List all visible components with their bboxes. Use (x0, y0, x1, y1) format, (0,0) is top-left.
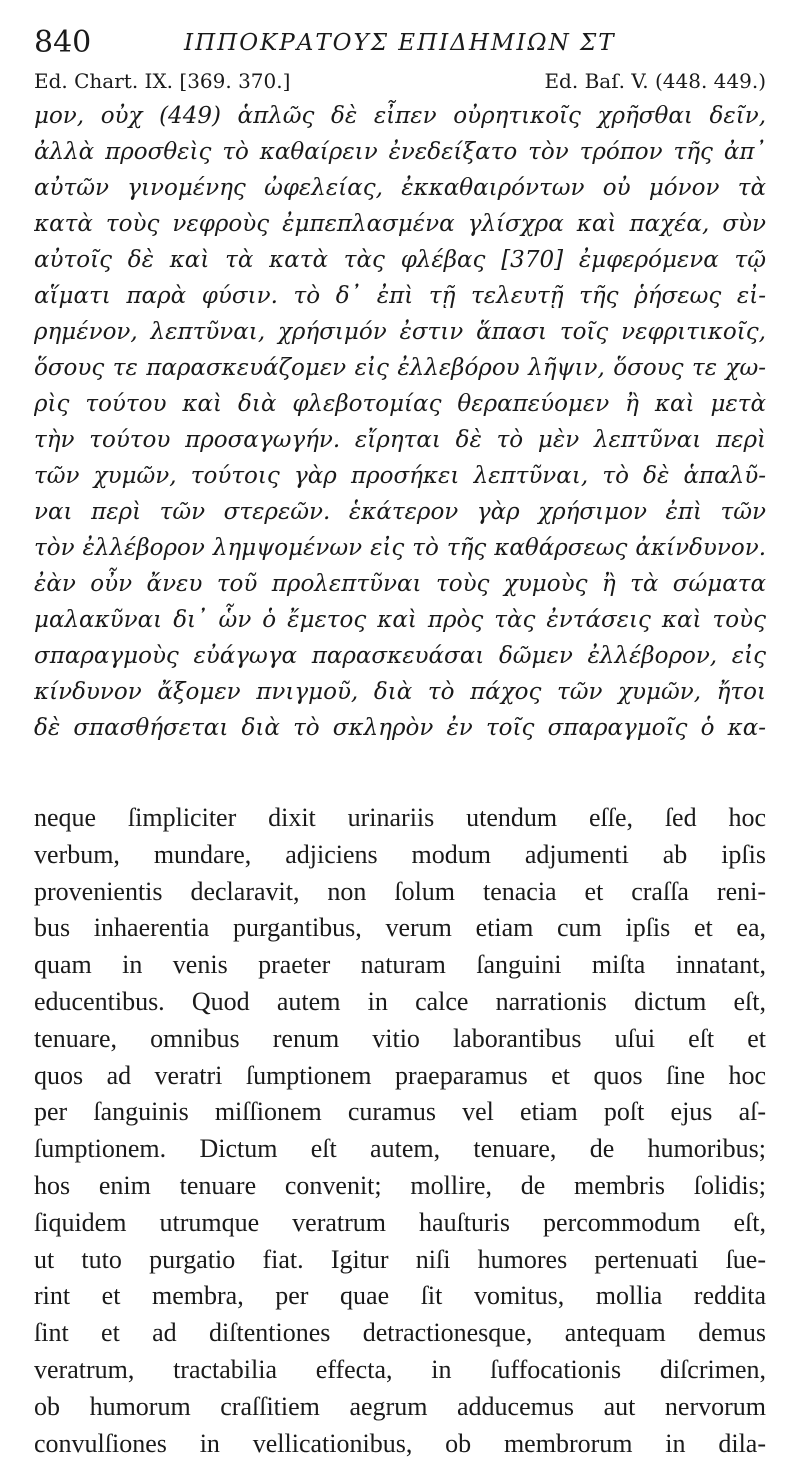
greek-text-line: ναι περὶ τῶν στερεῶν. ἑκάτερον γὰρ χρήσιμον ἐπὶ τῶν (34, 499, 766, 525)
latin-text-line: provenientis declaravit, non ſolum tenacia et craſſa reni- (34, 876, 766, 906)
latin-text-line: ut tuto purgatio fiat. Igitur niſi humores pertenuati ſue- (34, 1244, 766, 1274)
greek-text-block (34, 98, 766, 746)
greek-text-line: μον, οὐχ (449) ἁπλῶς δὲ εἶπεν οὐρητικοῖς χρῆσθαι δεῖν, (34, 103, 766, 129)
greek-text-line: δὲ σπασθήσεται διὰ τὸ σκληρὸν ἐν τοῖς σπαραγμοῖς ὁ κα- (34, 715, 766, 741)
page-number: 840 (34, 25, 92, 60)
edition-reference-chartier: Ed. Chart. IX. [369. 370.] (34, 69, 291, 93)
latin-text-line: ſumptionem. Dictum eſt autem, tenuare, de humoribus; (34, 1134, 766, 1164)
running-title: ΙΠΠΟΚΡΑΤΟΥΣ ΕΠΙΔΗΜΙΩΝ ΣΤ (184, 30, 616, 56)
greek-text-line: μαλακῦναι δι᾽ ὧν ὁ ἔμετος καὶ πρὸς τὰς ἐντάσεις καὶ τοὺς (34, 607, 766, 633)
latin-text-line: convulſiones in vellicationibus, ob membrorum in dila- (34, 1428, 766, 1458)
edition-reference-basel: Ed. Baſ. V. (448. 449.) (544, 69, 766, 93)
greek-text-line: ὅσους τε παρασκευάζομεν εἰς ἐλλεβόρου λῆψιν, ὅσους τε χω- (34, 355, 766, 381)
latin-text-line: rint et membra, per quae ſit vomitus, mollia reddita (34, 1281, 766, 1311)
greek-text-line: τὴν τούτου προσαγωγήν. εἴρηται δὲ τὸ μὲν λεπτῦναι περὶ (34, 427, 766, 453)
latin-text-line: verbum, mundare, adjiciens modum adjumenti ab ipſis (34, 839, 766, 869)
greek-text-line: κίνδυνον ἄξομεν πνιγμοῦ, διὰ τὸ πάχος τῶν χυμῶν, ἤτοι (34, 679, 766, 705)
greek-text-line: τὸν ἐλλέβορον λημψομένων εἰς τὸ τῆς καθάρσεως ἀκίνδυνον. (34, 535, 766, 561)
greek-text-line: κατὰ τοὺς νεφροὺς ἐμπεπλασμένα γλίσχρα καὶ παχέα, σὺν (34, 211, 766, 237)
latin-translation-block (34, 800, 766, 1462)
running-head (34, 22, 766, 64)
section-gap (34, 746, 766, 800)
greek-text-line: αἵματι παρὰ φύσιν. τὸ δ᾽ ἐπὶ τῇ τελευτῇ τῆς ῥήσεως εἰ- (34, 283, 766, 309)
latin-text-line: bus inhaerentia purgantibus, verum etiam cum ipſis et ea, (34, 913, 766, 943)
greek-text-line: ἀλλὰ προσθεὶς τὸ καθαίρειν ἐνεδείξατο τὸν τρόπον τῆς ἀπ᾽ (34, 139, 766, 165)
latin-text-line: ob humorum craſſitiem aegrum adducemus aut nervorum (34, 1391, 766, 1421)
greek-text-line: σπαραγμοὺς εὐάγωγα παρασκευάσαι δῶμεν ἐλλέβορον, εἰς (34, 643, 766, 669)
latin-text-line: tenuare, omnibus renum vitio laborantibus uſui eſt et (34, 1023, 766, 1053)
greek-text-line: ρημένον, λεπτῦναι, χρήσιμόν ἐστιν ἅπασι τοῖς νεφριτικοῖς, (34, 319, 766, 345)
latin-text-line: ſiquidem utrumque veratrum hauſturis percommodum eſt, (34, 1207, 766, 1237)
edition-references (34, 64, 766, 98)
greek-text-line: ρὶς τούτου καὶ διὰ φλεβοτομίας θεραπεύομεν ἢ καὶ μετὰ (34, 391, 766, 417)
greek-text-line: τῶν χυμῶν, τούτοις γὰρ προσήκει λεπτῦναι, τὸ δὲ ἁπαλῦ- (34, 463, 766, 489)
latin-text-line: quam in venis praeter naturam ſanguini miſta innatant, (34, 950, 766, 980)
greek-text-line: αὐτῶν γινομένης ὠφελείας, ἐκκαθαιρόντων οὐ μόνον τὰ (34, 175, 766, 201)
latin-text-line: veratrum, tractabilia effecta, in ſuffocationis diſcrimen, (34, 1354, 766, 1384)
greek-text-line: ἐὰν οὖν ἄνευ τοῦ προλεπτῦναι τοὺς χυμοὺς ἢ τὰ σώματα (34, 571, 766, 597)
latin-text-line: neque ſimpliciter dixit urinariis utendum eſſe, ſed hoc (34, 803, 766, 832)
latin-text-line: educentibus. Quod autem in calce narrationis dictum eſt, (34, 986, 766, 1016)
greek-text-line: αὐτοῖς δὲ καὶ τὰ κατὰ τὰς φλέβας [370] ἐμφερόμενα τῷ (34, 247, 766, 273)
latin-text-line: hos enim tenuare convenit; mollire, de membris ſolidis; (34, 1170, 766, 1200)
latin-text-line: ſint et ad diſtentiones detractionesque, antequam demus (34, 1318, 766, 1348)
latin-text-line: per ſanguinis miſſionem curamus vel etiam poſt ejus aſ- (34, 1097, 766, 1127)
latin-text-line: quos ad veratri ſumptionem praeparamus et quos ſine hoc (34, 1060, 766, 1090)
